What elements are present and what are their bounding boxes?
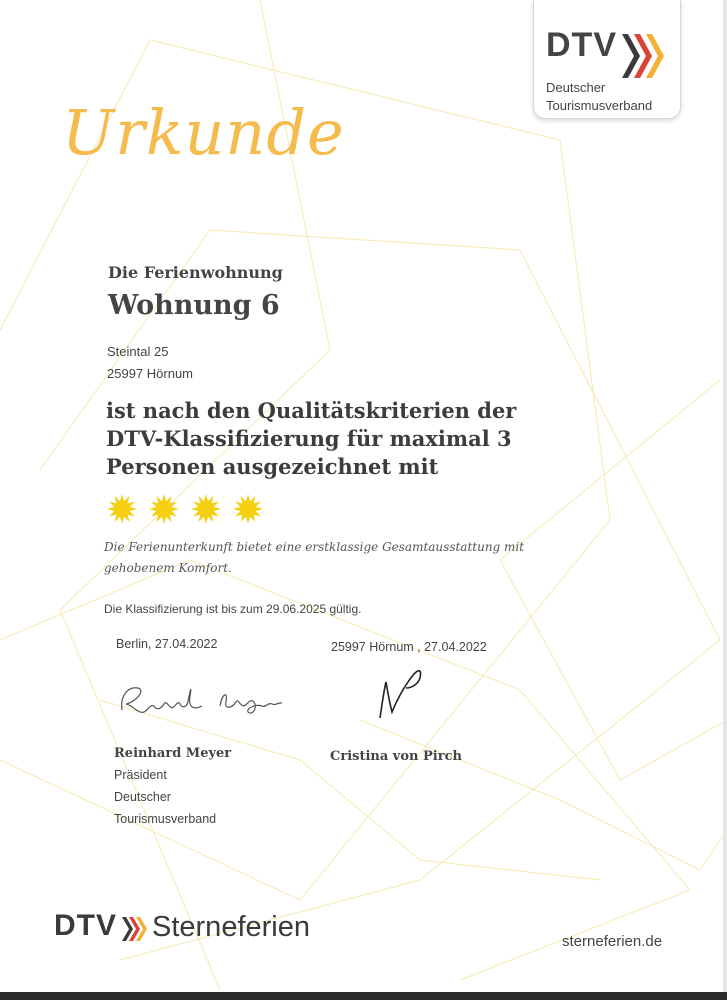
footer-dtv-abbr: DTV	[54, 909, 117, 942]
scan-edge-bottom	[0, 992, 727, 1000]
signature-reinhard-meyer	[116, 676, 286, 722]
signatory-left-role-line2: Deutscher	[114, 790, 171, 804]
left-place-date: Berlin, 27.04.2022	[116, 637, 218, 651]
star-icon	[149, 494, 179, 524]
footer-url: sterneferien.de	[562, 933, 663, 950]
footer-brand: Sterneferien	[152, 911, 310, 943]
signatory-left-role-line3: Tourismusverband	[114, 812, 217, 826]
star-rating	[106, 492, 274, 526]
scan-edge-right	[723, 0, 727, 1000]
footer-chevron-icon	[120, 915, 150, 943]
validity-note: Die Klassifizierung ist bis zum 29.06.2025 gültig.	[104, 602, 362, 616]
property-name: Wohnung 6	[108, 290, 280, 321]
property-label: Die Ferienwohnung	[108, 263, 283, 282]
dtv-logo-line2: Tourismusverband	[546, 98, 653, 113]
dtv-logo-abbr: DTV	[546, 26, 617, 64]
star-icon	[233, 494, 263, 524]
classification-statement: ist nach den Qualitätskriterien der DTV-Klassifizierung für maximal 3 Personen ausgezeichnet mit	[106, 398, 517, 479]
signatory-left-name: Reinhard Meyer	[114, 746, 232, 761]
signature-cristina-von-pirch	[370, 660, 430, 722]
right-place-date: 25997 Hörnum , 27.04.2022	[331, 640, 487, 654]
dtv-logo-line1: Deutscher	[546, 80, 606, 95]
certificate-title: Urkunde	[62, 96, 345, 169]
dtv-logo	[533, 0, 681, 119]
star-icon	[107, 494, 137, 524]
rating-description: Die Ferienunterkunft bietet eine erstklassige Gesamtausstattung mit gehobenem Komfort.	[104, 540, 525, 575]
address-city: 25997 Hörnum	[107, 366, 193, 381]
address-street: Steintal 25	[107, 344, 169, 359]
signatory-left-role-line1: Präsident	[114, 768, 167, 782]
star-icon	[191, 494, 221, 524]
dtv-chevron-icon	[620, 32, 668, 80]
signatory-right-name: Cristina von Pirch	[330, 749, 462, 764]
